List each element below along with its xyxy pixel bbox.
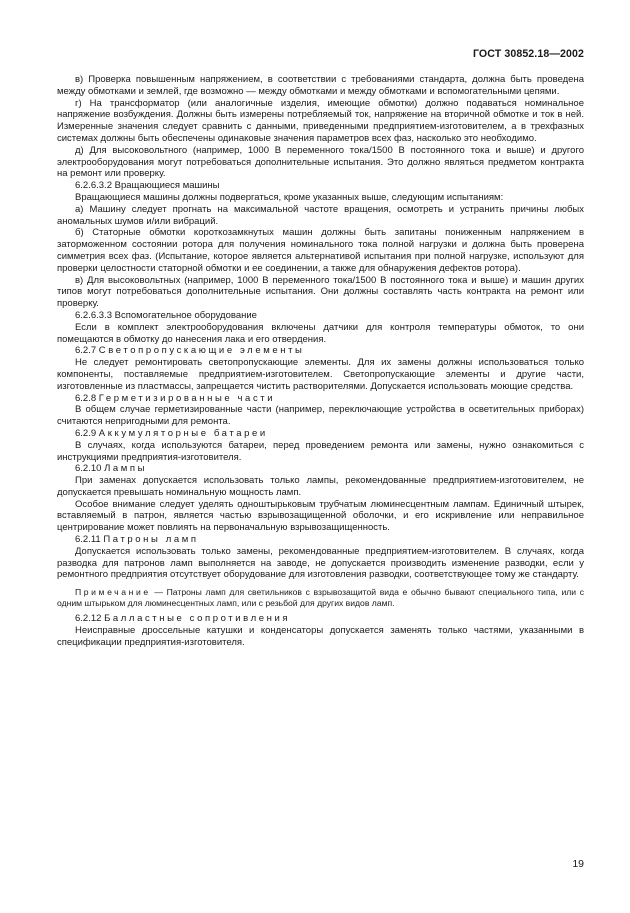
- section-number: 6.2.12: [75, 613, 102, 625]
- section-number: 6.2.8: [75, 392, 97, 404]
- section-title: Герметизированные части: [98, 392, 276, 404]
- section-title: Патроны ламп: [103, 534, 199, 546]
- paragraph: Допускается использовать только замены, рекомендованные предприятием-изготовителем. В случаях, когда разводка для патронов ламп выполняется на заводе, не допускается производить изменение разводки, если у ремонтного предприятия отсутствует оборудование для изготовления разводки, соответствующее тому же стандарту.: [57, 545, 584, 581]
- item-v: в) Проверка повышенным напряжением, в соответствии с требованиями стандарта, должна быть проведена между обмотками и землей, где возможно — между обмотками и между обмотками и вспомогательными цепями.: [57, 74, 584, 97]
- section-number: 6.2.6.3.2: [75, 180, 112, 192]
- section-number: 6.2.11: [75, 534, 101, 546]
- paragraph: При заменах допускается использовать только лампы, рекомендованные предприятием-изготовителем, не допускается превышать номинальную мощность ламп.: [57, 475, 584, 498]
- paragraph: Вращающиеся машины должны подвергаться, кроме указанных выше, следующим испытаниям:: [75, 191, 504, 203]
- item-v: в) Для высоковольтных (например, 1000 В переменного тока/1500 В постоянного тока и выше) и машин других типов могут потребоваться дополнительные испытания. Они должны составлять часть контракта на ремонт или проверку.: [57, 274, 584, 310]
- paragraph: Не следует ремонтировать светопропускающие элементы. Для их замены должны использоваться только компоненты, поставляемые предприятием-изготовителем. Светопропускающие элементы и другие части, изготовленные из пластмассы, запрещается чистить растворителями. Допускается использовать моющие средства.: [57, 357, 584, 392]
- paragraph: Если в комплект электрооборудования включены датчики для контроля температуры обмоток, то они помещаются в обмотку до нанесения лака и его отвердения.: [57, 321, 584, 345]
- note: [57, 587, 584, 609]
- document-body: [57, 74, 584, 649]
- section-title: Вращающиеся машины: [114, 180, 220, 192]
- item-d: д) Для высоковольтного (например, 1000 В переменного тока/1500 В постоянного тока и выше) и другого электрооборудования могут потребоваться дополнительные испытания. Это должно являться предметом контракта на ремонт или проверку.: [57, 144, 584, 180]
- section-number: 6.2.9: [75, 427, 97, 439]
- item-g: г) На трансформатор (или аналогичные изделия, имеющие обмотки) должно подаваться номинальное напряжение возбуждения. Должны быть измерены потребляемый ток, напряжение на вторичной обмотке и ток в ней. Измеренные значения следует сравнить с данными, приведенными предприятием-изготовителем, а в трехфазных системах должны быть обеспечены одинаковые значения параметров всех фаз, насколько это необходимо.: [57, 97, 584, 144]
- paragraph: В случаях, когда используются батареи, перед проведением ремонта или замены, нужно ознакомиться с инструкциями предприятия-изготовителя.: [57, 439, 584, 463]
- section-number: 6.2.10: [75, 463, 102, 475]
- section-title: Вспомогательное оборудование: [114, 309, 257, 321]
- item-b: б) Статорные обмотки короткозамкнутых машин должны быть запитаны пониженным напряжением в заторможенном состоянии ротора для получения номинального тока полной нагрузки и должна быть проверена симметрия всех фаз. (Испытание, которое является альтернативой испытания при полной нагрузке, используют для проверки целостности статорной обмотки и ее соединении, а также для обнаружения дефектов ротора).: [57, 227, 584, 274]
- section-number: 6.2.7: [75, 345, 97, 357]
- section-heading-6-2-9: [57, 428, 584, 440]
- section-title: Аккумуляторные батареи: [98, 427, 268, 439]
- note-text: — Патроны ламп для светильников с взрывозащитой вида е обычно бывают специального типа, или с одним штырьком для люминесцентных ламп, или с резьбой для других видов ламп.: [57, 587, 584, 609]
- section-title: Светопропускающие элементы: [98, 345, 305, 357]
- page-number: 19: [572, 858, 584, 870]
- section-heading-6-2-7: [57, 345, 584, 357]
- standard-header: ГОСТ 30852.18—2002: [472, 48, 584, 60]
- paragraph: В общем случае герметизированные части (например, переключающие устройства в осветительных приборах) считаются непригодными для ремонта.: [57, 404, 584, 428]
- section-heading-6-2-12: [57, 613, 584, 625]
- note-label: Примечание: [75, 587, 151, 598]
- section-title: Балластные сопротивления: [104, 613, 291, 625]
- section-heading-6-2-6-3-2: [57, 180, 584, 192]
- paragraph: Особое внимание следует уделять одноштырьковым трубчатым люминесцентным лампам. Единичный штырек, вставляемый в патрон, является частью взрывозащищенной оболочки, и его искривление или неправильное центрирование может повлиять на первоначальную взрывозащищенность.: [57, 498, 584, 534]
- section-heading-6-2-6-3-3: [57, 310, 584, 322]
- section-title: Лампы: [104, 463, 148, 475]
- section-heading-6-2-10: [57, 463, 584, 475]
- section-heading-6-2-8: [57, 393, 584, 405]
- paragraph: Неисправные дроссельные катушки и конденсаторы допускается заменять только частями, указанными в спецификации предприятия-изготовителя.: [57, 625, 584, 648]
- section-number: 6.2.6.3.3: [75, 309, 112, 321]
- item-a: а) Машину следует прогнать на максимальной частоте вращения, осмотреть и устранить причины любых аномальных шумов и/или вибраций.: [57, 203, 584, 227]
- section-heading-6-2-11: [57, 534, 584, 546]
